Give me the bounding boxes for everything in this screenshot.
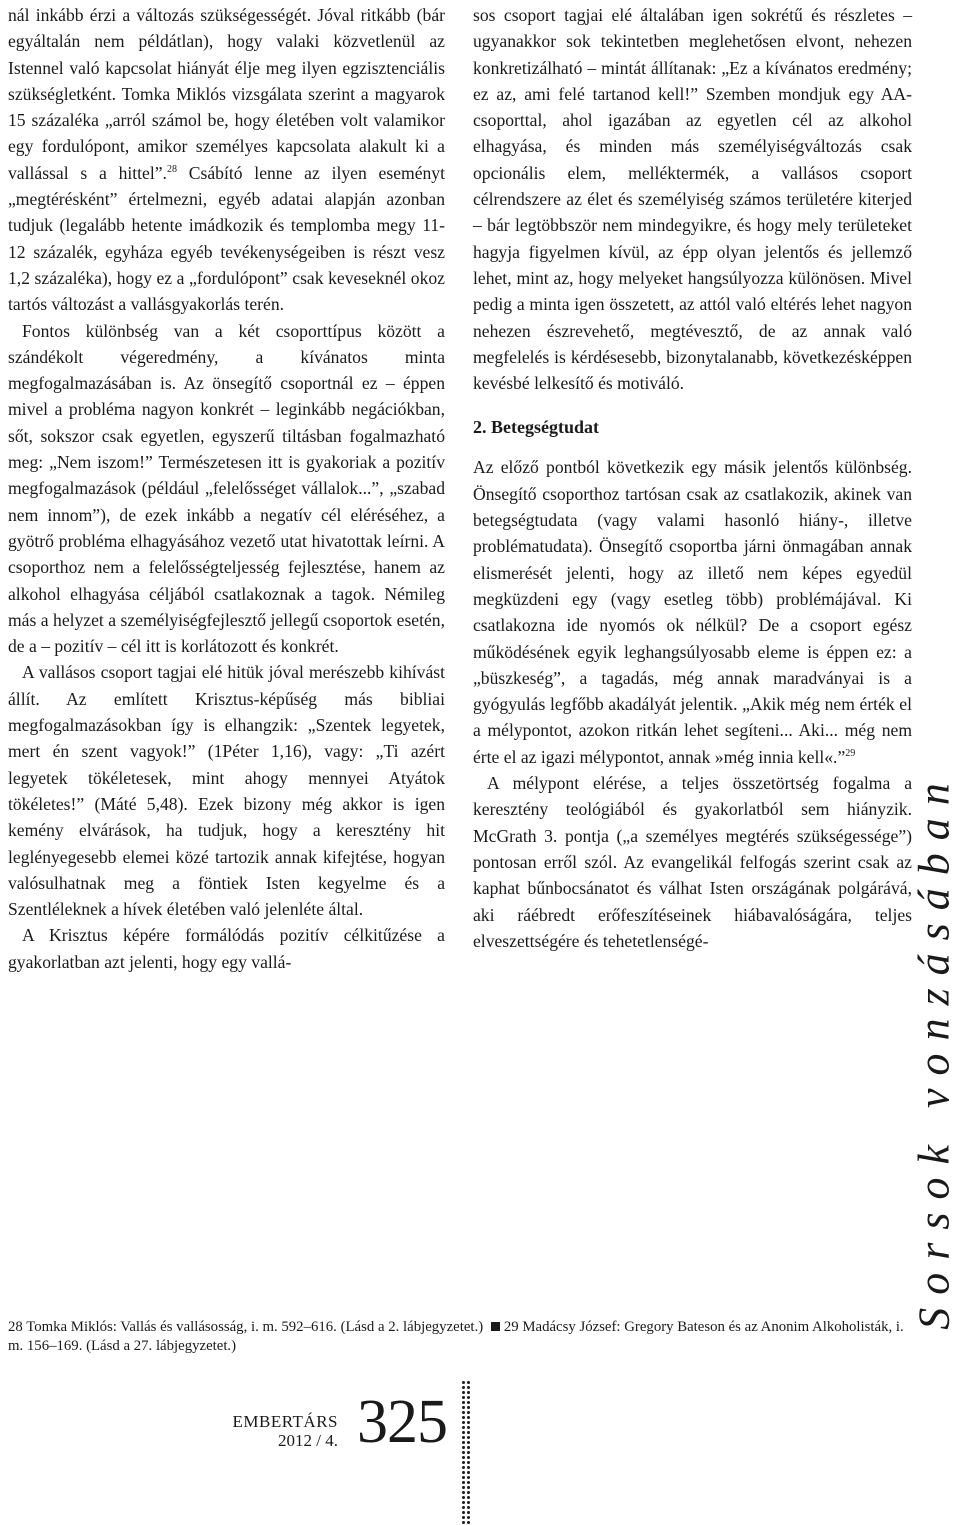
right-column (473, 2, 912, 954)
footnote-separator-square (491, 1322, 500, 1331)
footnote-28: 28 Tomka Miklós: Vallás és vallásosság, i. m. 592–616. (Lásd a 2. lábjegyzetet.) (8, 1319, 484, 1335)
left-paragraph-1: nál inkább érzi a változás szükségességét. Jóval ritkább (bár egyáltalán nem példátlan), hogy valaki közvetlenül az Istennel való kapcsolat hiányát élje meg ilyen egzisztenciális szükségletként. Tomka Miklós vizsgálata szerint a magyarok 15 százaléka „arról számol be, hogy életében volt valamikor egy fordulópont, amikor személyes kapcsolata alakult ki a vallással s a hittel”.$^{28}$ Csábító lenne az ilyen eseményt „megtérésként” értelmezni, egyéb adatai alapján azonban tudjuk (legalább hetente imádkozik és templomba megy 11-12 százalék, egyháza egyéb tevékenységeiben is részt vesz 1,2 százaléka), hogy ez a „fordulópont” csak keveseknél okoz tartós változást a vallásgyakorlás terén. (8, 5, 445, 315)
left-paragraph-2: Fontos különbség van a két csoporttípus között a szándékolt végeredmény, a kívánatos minta megfogalmazásában is. Az önsegítő csoportnál ez – éppen mivel a probléma nagyon konkrét – leginkább negációkban, sőt, sokszor csak egyetlen, egyszerű tiltásban fogalmazható meg: „Nem iszom!” Természetesen itt is gyakoriak a pozitív megfogalmazások (például „felelősséget vállalok...”, „szabad nem innom”), de ezek inkább a negatív cél eléréséhez, a gyötrő probléma elhagyásához vezető utat hivatottak leírni. A csoporthoz nem a felelősségteljesség fejlesztése, hanem az alkohol elhagyása céljából csatlakoznak a tagok. Némileg más a helyzet a személyiségfejlesztő jellegű csoportok esetén, de a – pozitív – cél itt is korlátozott és konkrét. (8, 320, 445, 657)
right-paragraph-2: Az előző pontból következik egy másik jelentős különbség. Önsegítő csoporthoz tartósan csak az csatlakozik, akinek van betegségtudata (vagy valami hasonló hiány-, illetve problématudata). Önsegítő csoportba járni önmagában annak elismerését jelenti, hogy az illető nem képes egyedül megküzdeni egy (vagy esetleg több) problémájával. Ki csatlakozna ide nyomós ok nélkül? De a csoport egész működésének egyik leghangsúlyosabb eleme is éppen ez: a „büszkeség”, a tagadás, még annak maradványai is a gyógyulás legfőbb akadályát jelentik. „Akik még nem érték el a mélypontot, azokon ritkán lehet segíteni... Aki... még nem érte el az igazi mélypontot, annak »még innia kell«.”$^{29}$ (473, 457, 912, 767)
decorative-dot-column (461, 1380, 471, 1525)
footnote-ref-29: 29 (845, 747, 856, 759)
section-side-title: Sorsok vonzásában (909, 770, 959, 1330)
right-paragraph-3: A mélypont elérése, a teljes összetörtség fogalma a keresztény teológiából és gyakorlatból sem hiányzik. McGrath 3. pontja („a személyes megtérés szükségessége”) pontosan erről szól. Az evangelikál felfogás szerint csak az kaphat bűnbocsánatot és válhat Isten országának polgárává, aki ráébredt erőfeszítéseinek hiábavalóságára, teljes elveszettségére és tehetetlenségé- (473, 773, 912, 951)
footnote-ref-28: 28 (166, 163, 177, 175)
right-paragraph-1: sos csoport tagjai elé általában igen sokrétű és részletes – ugyanakkor sok tekintetben meglehetősen elvont, nehezen konkretizálható – mintát állítanak: „Ez a kívánatos eredmény; ez az, ami felé tartanod kell!” Szemben mondjuk egy AA-csoporttal, ahol igazában az egyetlen cél az alkohol elhagyása, és minden más személyiségváltozás csak opcionális elem, melléktermék, a vallásos csoport célrendszere az élet és személyiség számos területére kiterjed – bár legtöbbször nem mindegyikre, és hogy mely területeket hagyja figyelmen kívül, az épp olyan jelentős és jellemző lehet, mint az, hogy melyeket hangsúlyozza különösen. Mivel pedig a minta igen összetett, az attól való eltérés lehet nagyon nehezen észrevehető, megtévesztő, de az annak való megfelelés is kérdésesebb, bizonytalanabb, következésképpen kevésbé lelkesítő és motiváló. (473, 5, 912, 394)
left-column (8, 2, 445, 975)
journal-info (233, 1412, 339, 1450)
page-number: 325 (357, 1388, 447, 1456)
footnote-29: 29 Madácsy József: Gregory Bateson és az Anonim Alkoholisták, i. m. 156–169. (Lásd a 27. lábjegyzetet.) (8, 1319, 904, 1354)
footnotes (8, 1318, 913, 1356)
journal-issue: 2012 / 4. (278, 1431, 338, 1450)
left-paragraph-3: A vallásos csoport tagjai elé hitük jóval merészebb kihívást állít. Az említett Krisztus-képűség más bibliai megfogalmazásokban így is elhangzik: „Szentek legyetek, mert én szent vagyok!” (1Péter 1,16), vagy: „Ti azért legyetek tökéletesek, mint ahogy mennyei Atyátok tökéletes!” (Máté 5,48). Ezek bizony még akkor is igen kemény elvárások, ha tudjuk, hogy a keresztény hit leglényegesebb elemei közé tartozik annak kifejtése, hogyan valósulhatnak meg a föntiek Isten kegyelme és a Szentléleknek a hívek életében való jelenléte által. (8, 662, 445, 920)
left-paragraph-4: A Krisztus képére formálódás pozitív célkitűzése a gyakorlatban azt jelenti, hogy egy vallá- (8, 925, 445, 972)
section-heading: 2. Betegségtudat (473, 417, 599, 438)
journal-name: EMBERTÁRS (232, 1412, 338, 1431)
